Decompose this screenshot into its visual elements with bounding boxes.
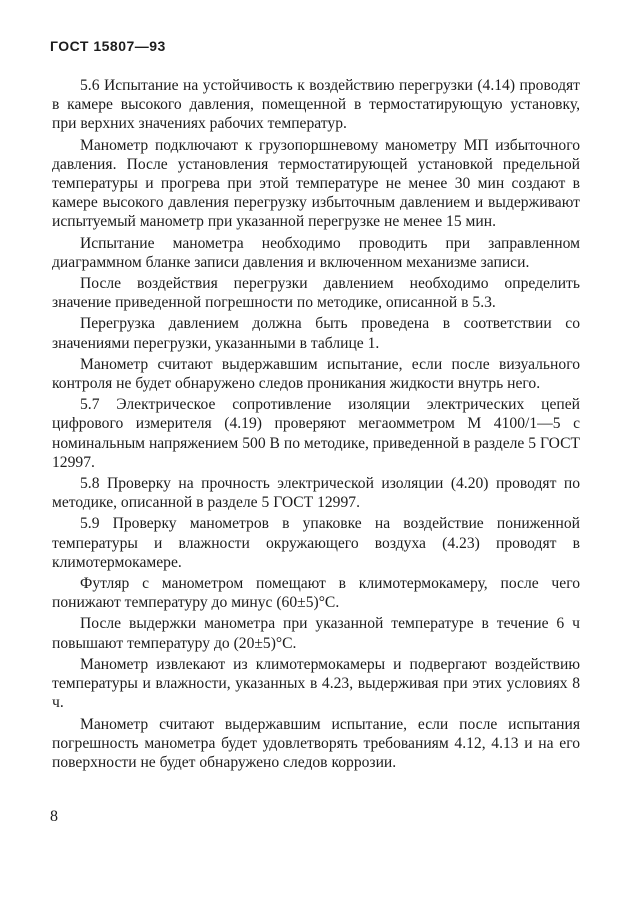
paragraph: Манометр считают выдержавшим испытание, если после испытания погрешность манометра будет удовлетворять требованиям 4.12, 4.13 и на его поверхности не будет обнаружено следов коррозии. <box>52 715 580 771</box>
paragraph: Испытание манометра необходимо проводить при заправленном диаграммном бланке записи давления и включенном механизме записи. <box>52 234 580 271</box>
paragraph: После воздействия перегрузки давлением необходимо определить значение приведенной погрешности по методике, описанной в 5.3. <box>52 275 580 312</box>
paragraph-5-6: 5.6 Испытание на устойчивость к воздействию перегрузки (4.14) проводят в камере высокого давления, помещенной в термостатирующую установку, при верхних значениях рабочих температур. <box>52 77 580 133</box>
page-number: 8 <box>50 808 58 825</box>
standard-header: ГОСТ 15807—93 <box>50 38 166 54</box>
paragraph: После выдержки манометра при указанной температуре в течение 6 ч повышают температуру до (20±5)°С. <box>52 615 580 652</box>
paragraph: Манометр подключают к грузопоршневому манометру МП избыточного давления. После установления термостатирующей установкой предельной температуры и прогрева при этой температуре не менее 30 мин создают в камере высокого давления перегрузку избыточным давлением и выдерживают испытуемый манометр при указанной перегрузке не менее 15 мин. <box>52 136 580 231</box>
paragraph: Перегрузка давлением должна быть проведена в соответствии со значениями перегрузки, указанными в таблице 1. <box>52 315 580 352</box>
paragraph-5-9: 5.9 Проверку манометров в упаковке на воздействие пониженной температуры и влажности окружающего воздуха (4.23) проводят в климотермокамере. <box>52 515 580 571</box>
document-body <box>52 76 580 774</box>
paragraph: Футляр с манометром помещают в климотермокамеру, после чего понижают температуру до минус (60±5)°С. <box>52 575 580 612</box>
paragraph-5-8: 5.8 Проверку на прочность электрической изоляции (4.20) проводят по методике, описанной в разделе 5 ГОСТ 12997. <box>52 475 580 512</box>
paragraph: Манометр извлекают из климотермокамеры и подвергают воздействию температуры и влажности, указанных в 4.23, выдерживая при этих условиях 8 ч. <box>52 655 580 712</box>
paragraph: Манометр считают выдержавшим испытание, если после визуального контроля не будет обнаружено следов проникания жидкости внутрь него. <box>52 355 580 393</box>
paragraph-5-7: 5.7 Электрическое сопротивление изоляции электрических цепей цифрового измерителя (4.19) проверяют мегаомметром М 4100/1—5 с номинальным напряжением 500 В по методике, приведенной в разделе 5 ГОСТ 12997. <box>52 396 580 471</box>
